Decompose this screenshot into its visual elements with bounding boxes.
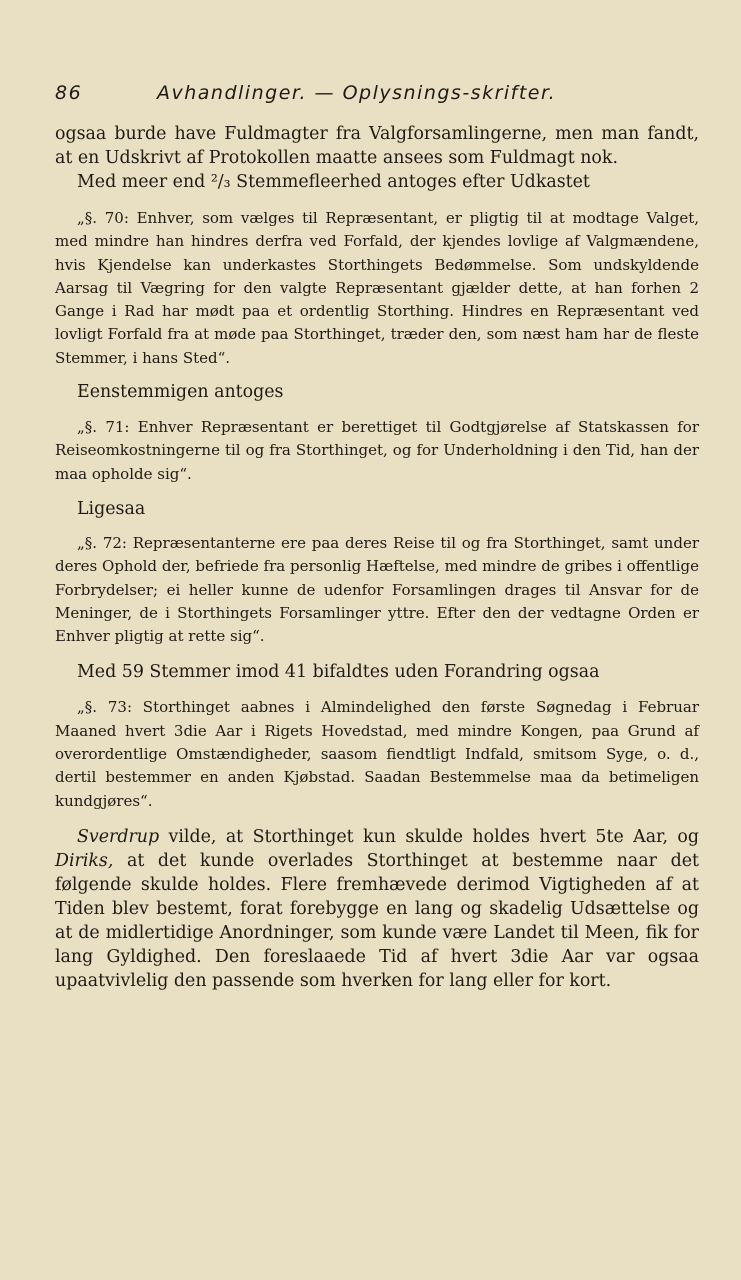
vote-statement-1: Med meer end ²/₃ Stemmefleerhed antoges efter Udkastet — [77, 172, 590, 192]
page-number: 86 — [55, 82, 83, 104]
opening-paragraph: ogsaa burde have Fuldmagter fra Valgforsamlingerne, men man fandt, at en Udskrivt af Protokollen maatte ansees som Fuldmagt nok. — [55, 124, 699, 168]
vote-statement-2: Eenstemmigen antoges — [77, 382, 284, 403]
running-title: Avhandlinger. — Oplysnings-skrifter. — [157, 82, 557, 104]
person-name-diriks: Diriks, — [55, 850, 114, 871]
running-head — [55, 82, 699, 122]
section-71-quote: „§. 71: Enhver Repræsentant er berettiget til Godtgjørelse af Statskassen for Reiseomkostningerne til og fra Storthinget, og for Underholdning i den Tid, han der maa opholde sig“. — [55, 418, 699, 483]
person-name-sverdrup: Sverdrup — [77, 826, 160, 847]
section-70-quote: „§. 70: Enhver, som vælges til Repræsentant, er pligtig til at modtage Valget, med mindre han hindres derfra ved Forfald, der kjendes lovlige af Valgmændene, hvis Kjendelse kan underkastes Storthingets Bedømmelse. Som undskyldende Aarsag til Vægring for den valgte Repræsentant gjælder dette, at han forhen 2 Gange i Rad har mødt paa et ordentlig Storthing. Hindres en Repræsentant ved lovligt Forfald fra at møde paa Storthinget, træder den, som næst ham har de fleste Stemmer, i hans Sted“. — [55, 209, 699, 367]
section-73-quote: „§. 73: Storthinget aabnes i Almindelighed den første Søgnedag i Februar Maaned hvert 3die Aar i Rigets Hovedstad, med mindre Kongen, paa Grund af overordentlige Omstændigheder, saasom fiendtligt Indfald, smitsom Syge, o. d., dertil bestemmer en anden Kjøbstad. Saadan Bestemmelse maa da betimeligen kundgjøres“. — [55, 698, 699, 810]
closing-text-part-1: vilde, at Storthinget kun skulde holdes hvert 5te Aar, og — [159, 826, 699, 847]
closing-paragraph — [55, 825, 699, 993]
section-72-quote: „§. 72: Repræsentanterne ere paa deres Reise til og fra Storthinget, samt under deres Ophold der, befriede fra personlig Hæftelse, med mindre de gribes i offentlige Forbrydelser; ei heller kunne de udenfor Forsamlingen drages til Ansvar for de Meninger, de i Storthingets Forsamlinger yttre. Efter den der vedtagne Orden er Enhver pligtig at rette sig“. — [55, 533, 699, 646]
vote-statement-3: Ligesaa — [77, 498, 146, 519]
closing-text-part-2: at det kunde overlades Storthinget at bestemme naar det følgende skulde holdes. Flere fremhævede derimod Vigtigheden af at Tiden blev bestemt, forat forebygge en lang og skadelig Udsættelse og at de midlertidige Anordninger, som kunde være Landet til Meen, fik for lang Gyldighed. Den foreslaaede Tid af hvert 3die Aar var ogsaa upaatvivlelig den passende som hverken for lang eller for kort. — [55, 850, 699, 991]
vote-statement-4: Med 59 Stemmer imod 41 bifaldtes uden Forandring ogsaa — [77, 662, 600, 683]
